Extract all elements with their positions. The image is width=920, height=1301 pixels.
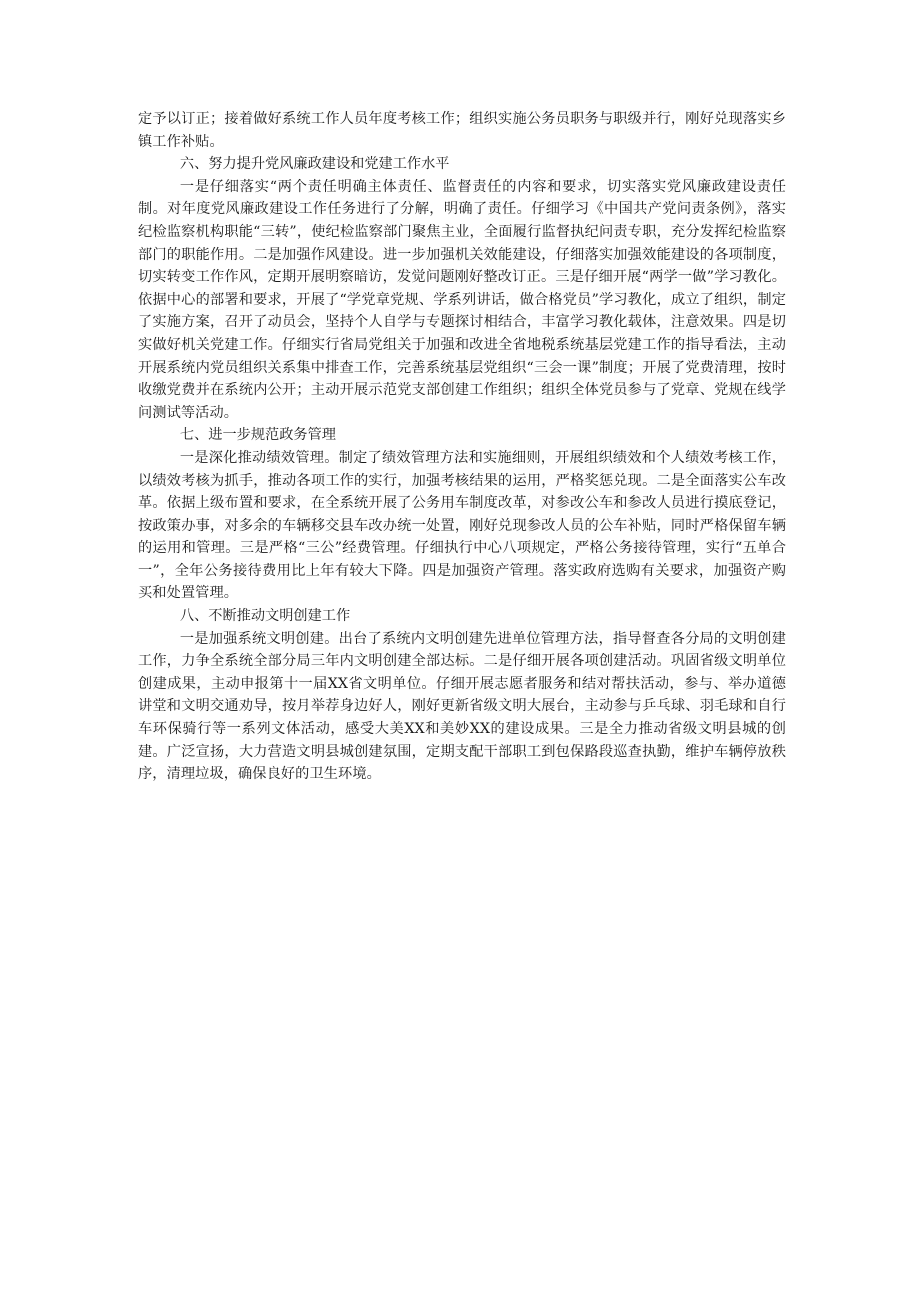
section-heading-7: 七、进一步规范政务管理 [179, 427, 336, 444]
paragraph-section-8: 一是加强系统文明创建。出台了系统内文明创建先进单位管理方法，指导督查各分局的文明创建工作，力争全系统全部分局三年内文明创建全部达标。二是仔细开展各项创建活动。巩固省级文明单位创建成果，主动申报第十一届XX省文明单位。仔细开展志愿者服务和结对帮扶活动，参与、举办道德讲堂和文明交通劝导，按月举荐身边好人，刚好更新省级文明大展台，主动参与乒乓球、羽毛球和自行车环保骑行等一系列文体活动，感受大美XX和美妙XX的建设成果。三是全力推动省级文明县城的创建。广泛宣扬，大力营造文明县城创建氛围，定期支配干部职工到包保路段巡查执勤，维护车辆停放秩序，清理垃圾，确保良好的卫生环境。 [138, 630, 786, 783]
paragraph-section-6: 一是仔细落实“两个责任明确主体责任、监督责任的内容和要求，切实落实党风廉政建设责任制。对年度党风廉政建设工作任务进行了分解，明确了责任。仔细学习《中国共产党问责条例》，落实纪检监察机构职能“三转”，使纪检监察部门聚焦主业，全面履行监督执纪问责专职，充分发挥纪检监察部门的职能作用。二是加强作风建设。进一步加强机关效能建设，仔细落实加强效能建设的各项制度，切实转变工作作风，定期开展明察暗访，发觉问题刚好整改订正。三是仔细开展“两学一做”学习教化。依据中心的部署和要求，开展了“学党章党规、学系列讲话，做合格党员”学习教化，成立了组织，制定了实施方案，召开了动员会，坚持个人自学与专题探讨相结合，丰富学习教化载体，注意效果。四是切实做好机关党建工作。仔细实行省局党组关于加强和改进全省地税系统基层党建工作的指导看法，主动开展系统内党员组织关系集中排查工作，完善系统基层党组织“三会一课”制度；开展了党费清理，按时收缴党费并在系统内公开；主动开展示范党支部创建工作组织；组织全体党员参与了党章、党规在线学问测试等活动。 [138, 178, 786, 421]
paragraph-continuation: 定予以订正；接着做好系统工作人员年度考核工作；组织实施公务员职务与职级并行，刚好兑现落实乡镇工作补贴。 [138, 111, 786, 150]
section-heading-6: 六、努力提升党风廉政建设和党建工作水平 [179, 156, 450, 173]
document-page [138, 108, 786, 786]
section-heading-8: 八、不断推动文明创建工作 [179, 608, 351, 625]
paragraph-section-7: 一是深化推动绩效管理。制定了绩效管理方法和实施细则，开展组织绩效和个人绩效考核工作，以绩效考核为抓手，推动各项工作的实行，加强考核结果的运用，严格奖惩兑现。二是全面落实公车改革。依据上级布置和要求，在全系统开展了公务用车制度改革，对参改公车和参改人员进行摸底登记，按政策办事，对多余的车辆移交县车改办统一处置，刚好兑现参改人员的公车补贴，同时严格保留车辆的运用和管理。三是严格“三公”经费管理。仔细执行中心八项规定，严格公务接待管理，实行“五单合一”，全年公务接待费用比上年有较大下降。四是加强资产管理。落实政府选购有关要求，加强资产购买和处置管理。 [138, 449, 786, 602]
